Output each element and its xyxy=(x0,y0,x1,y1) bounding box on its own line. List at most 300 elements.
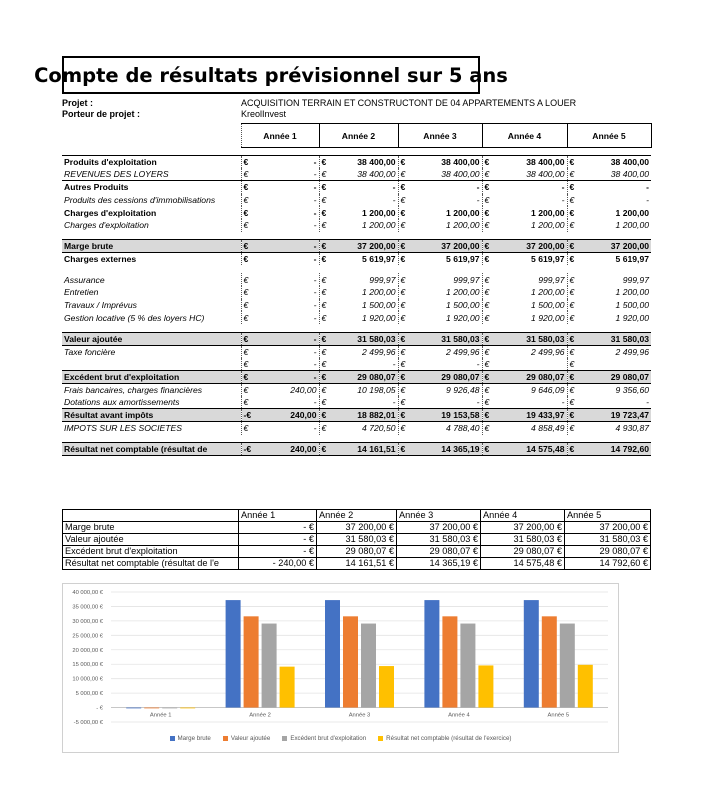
amount-cell: - xyxy=(313,346,317,357)
y-tick-label: 15 000,00 € xyxy=(72,662,103,669)
amount-cell: 18 882,01 xyxy=(335,409,398,422)
amount-cell: - xyxy=(313,397,317,408)
currency-symbol: € xyxy=(398,219,414,232)
y-tick-label: - € xyxy=(96,705,103,712)
currency-symbol: € xyxy=(482,286,498,299)
amount-cell: - xyxy=(476,397,480,408)
amount-cell: 31 580,03 xyxy=(414,332,482,345)
amount-cell: - xyxy=(257,370,319,383)
summary-year-header: Année 2 xyxy=(317,510,397,522)
currency-symbol: € xyxy=(482,156,498,169)
year-header: Année 1 xyxy=(241,124,319,148)
amount-cell: 1 500,00 xyxy=(615,300,649,311)
amount-cell: - xyxy=(335,181,398,194)
row-label: Résultat net comptable (résultat de xyxy=(62,443,241,456)
legend-item xyxy=(282,735,366,742)
amount-cell: 31 580,03 xyxy=(335,332,398,345)
amount-cell: - xyxy=(257,156,319,169)
row-label: Frais bancaires, charges financières xyxy=(64,385,203,396)
currency-symbol: € xyxy=(567,156,583,169)
row-label: Produits d'exploitation xyxy=(62,156,241,169)
amount-cell: - xyxy=(476,358,480,369)
currency-symbol: € xyxy=(319,358,335,371)
amount-cell: - xyxy=(257,332,319,345)
currency-symbol: € xyxy=(482,240,498,253)
spacer-cell xyxy=(62,324,651,332)
amount-cell: 19 433,97 xyxy=(498,409,567,422)
currency-symbol: € xyxy=(241,286,257,299)
currency-symbol: € xyxy=(398,332,414,345)
y-tick-label: 20 000,00 € xyxy=(72,647,103,654)
summary-label: Valeur ajoutée xyxy=(63,534,239,546)
currency-symbol: € xyxy=(398,240,414,253)
currency-symbol: € xyxy=(398,181,414,194)
amount-cell: 14 365,19 xyxy=(414,443,482,456)
amount-cell: 999,97 xyxy=(622,274,649,285)
spacer-row xyxy=(62,324,651,332)
amount-cell xyxy=(583,358,651,371)
spacer-row xyxy=(62,148,651,156)
amount-cell: 1 200,00 xyxy=(446,287,480,298)
currency-symbol: € xyxy=(567,332,583,345)
currency-symbol: € xyxy=(567,299,583,312)
amount-cell: 29 080,07 xyxy=(335,370,398,383)
amount-cell: - xyxy=(646,194,649,205)
amount-cell: - xyxy=(313,423,317,434)
bar xyxy=(180,708,195,709)
currency-symbol: € xyxy=(241,273,257,286)
amount-cell: 38 400,00 xyxy=(441,169,480,180)
amount-cell: 1 200,00 xyxy=(531,207,565,218)
currency-symbol: € xyxy=(241,156,257,169)
table-row xyxy=(62,370,651,383)
currency-symbol: € xyxy=(398,168,414,181)
row-label: Résultat avant impôts xyxy=(62,409,241,422)
currency-symbol: € xyxy=(241,370,257,383)
currency-symbol: € xyxy=(241,253,257,266)
amount-cell: 9 646,09 xyxy=(531,385,565,396)
amount-cell: 1 200,00 xyxy=(615,220,649,231)
year-header: Année 4 xyxy=(482,124,567,148)
y-tick-label: 10 000,00 € xyxy=(72,676,103,683)
amount-cell: 5 619,97 xyxy=(615,254,649,265)
currency-symbol: € xyxy=(567,273,583,286)
summary-row xyxy=(63,534,651,546)
amount-cell: 4 930,87 xyxy=(615,423,649,434)
spacer-cell xyxy=(62,232,651,240)
amount-cell: 37 200,00 xyxy=(414,240,482,253)
currency-symbol: € xyxy=(482,311,498,324)
summary-value: 29 080,07 € xyxy=(481,546,565,558)
amount-cell: 1 920,00 xyxy=(615,312,649,323)
row-label: Dotations aux amortissements xyxy=(64,397,180,408)
summary-value: 31 580,03 € xyxy=(397,534,481,546)
currency-symbol: € xyxy=(241,194,257,207)
row-label: Taxe foncière xyxy=(64,346,116,357)
summary-value: 31 580,03 € xyxy=(565,534,651,546)
currency-symbol: € xyxy=(567,383,583,396)
bar xyxy=(524,600,539,707)
spacer-cell xyxy=(62,265,651,273)
currency-symbol: € xyxy=(398,358,414,371)
table-row xyxy=(62,383,651,396)
amount-cell: - xyxy=(476,194,480,205)
currency-symbol: € xyxy=(319,422,335,435)
currency-symbol: € xyxy=(567,422,583,435)
summary-table xyxy=(62,509,651,570)
currency-symbol: € xyxy=(241,219,257,232)
legend-item xyxy=(378,735,511,742)
summary-value: 14 365,19 € xyxy=(397,558,481,570)
y-tick-label: 30 000,00 € xyxy=(72,618,103,625)
row-label: Produits des cessions d'immobilisations xyxy=(64,194,216,205)
amount-cell: - xyxy=(313,287,317,298)
chart-canvas xyxy=(63,584,620,754)
spacer-row xyxy=(62,232,651,240)
amount-cell: 38 400,00 xyxy=(335,156,398,169)
amount-cell: 240,00 xyxy=(290,385,317,396)
y-tick-label: -5 000,00 € xyxy=(73,720,103,726)
row-label: Charges d'exploitation xyxy=(64,220,149,231)
amount-cell: - xyxy=(257,181,319,194)
legend-label: Marge brute xyxy=(177,735,211,742)
row-label: Travaux / Imprévus xyxy=(64,300,137,311)
projet-value: ACQUISITION TERRAIN ET CONSTRUCTONT DE 04 APPARTEMENTS A LOUER xyxy=(241,98,577,108)
amount-cell: 1 200,00 xyxy=(615,207,649,218)
summary-row xyxy=(63,546,651,558)
amount-cell: - xyxy=(257,240,319,253)
amount-cell: 1 200,00 xyxy=(362,207,396,218)
currency-symbol: € xyxy=(319,443,335,456)
amount-cell: - xyxy=(583,181,651,194)
amount-cell: 9 926,48 xyxy=(446,385,480,396)
amount-cell: 5 619,97 xyxy=(446,254,480,265)
currency-symbol: € xyxy=(398,311,414,324)
year-header: Année 2 xyxy=(319,124,398,148)
currency-symbol: € xyxy=(241,383,257,396)
row-label: Charges externes xyxy=(64,254,137,265)
amount-cell: 4 858,49 xyxy=(531,423,565,434)
currency-symbol: € xyxy=(482,273,498,286)
row-label: Marge brute xyxy=(62,240,241,253)
currency-symbol: € xyxy=(482,396,498,409)
amount-cell: 2 499,96 xyxy=(446,346,480,357)
amount-cell: 5 619,97 xyxy=(362,254,396,265)
currency-symbol: € xyxy=(482,358,498,371)
legend-swatch xyxy=(223,736,228,741)
bar xyxy=(379,666,394,707)
amount-cell: 14 161,51 xyxy=(335,443,398,456)
summary-label: Excédent brut d'exploitation xyxy=(63,546,239,558)
amount-cell: - xyxy=(414,181,482,194)
bar xyxy=(542,616,557,707)
bar xyxy=(244,616,259,707)
table-row xyxy=(62,240,651,253)
table-row xyxy=(62,168,651,181)
table-row xyxy=(62,358,651,371)
table-row xyxy=(62,273,651,286)
amount-cell xyxy=(498,358,567,371)
currency-symbol: € xyxy=(567,311,583,324)
amount-cell: - xyxy=(392,194,396,205)
amount-cell: 1 920,00 xyxy=(531,312,565,323)
spacer-row xyxy=(62,265,651,273)
currency-symbol: € xyxy=(482,253,498,266)
spacer-cell xyxy=(62,435,651,443)
row-label: Autres Produits xyxy=(62,181,241,194)
currency-symbol: € xyxy=(482,345,498,358)
row-label: Assurance xyxy=(64,274,105,285)
amount-cell: 240,00 xyxy=(257,443,319,456)
x-tick-label: Année 2 xyxy=(249,712,271,719)
summary-year-header: Année 5 xyxy=(565,510,651,522)
amount-cell: - xyxy=(313,169,317,180)
currency-symbol: € xyxy=(319,332,335,345)
page-title: Compte de résultats prévisionnel sur 5 ans xyxy=(62,56,480,94)
table-row xyxy=(62,286,651,299)
currency-symbol: € xyxy=(319,206,335,219)
summary-value: - € xyxy=(239,534,317,546)
summary-header-row xyxy=(63,510,651,522)
amount-cell: - xyxy=(646,397,649,408)
currency-symbol: € xyxy=(241,422,257,435)
currency-symbol: € xyxy=(567,194,583,207)
currency-symbol: € xyxy=(567,409,583,422)
amount-cell: 37 200,00 xyxy=(583,240,651,253)
amount-cell: 4 788,40 xyxy=(446,423,480,434)
amount-cell: 38 400,00 xyxy=(583,156,651,169)
amount-cell: 5 619,97 xyxy=(531,254,565,265)
currency-symbol: € xyxy=(482,194,498,207)
currency-symbol: € xyxy=(319,194,335,207)
currency-symbol: € xyxy=(241,181,257,194)
legend-label: Résultat net comptable (résultat de l'exercice) xyxy=(386,735,512,742)
legend-item xyxy=(223,735,270,742)
currency-symbol: € xyxy=(398,299,414,312)
legend-label: Valeur ajoutée xyxy=(230,735,271,742)
currency-symbol: € xyxy=(482,409,498,422)
currency-symbol: € xyxy=(241,396,257,409)
amount-cell: - xyxy=(392,358,396,369)
currency-symbol: € xyxy=(398,396,414,409)
currency-symbol: € xyxy=(398,383,414,396)
amount-cell: 14 792,60 xyxy=(583,443,651,456)
amount-cell: 37 200,00 xyxy=(335,240,398,253)
amount-cell: 2 499,96 xyxy=(362,346,396,357)
currency-symbol: € xyxy=(482,422,498,435)
currency-symbol: € xyxy=(567,345,583,358)
currency-symbol: € xyxy=(319,240,335,253)
currency-symbol: € xyxy=(319,253,335,266)
currency-symbol: € xyxy=(567,253,583,266)
amount-cell: 10 198,05 xyxy=(357,385,396,396)
x-tick-label: Année 5 xyxy=(547,712,570,719)
amount-cell: 29 080,07 xyxy=(583,370,651,383)
summary-header-blank xyxy=(63,510,239,522)
currency-symbol: € xyxy=(241,358,257,371)
summary-value: 31 580,03 € xyxy=(317,534,397,546)
amount-cell: 1 200,00 xyxy=(531,220,565,231)
amount-cell: 9 356,60 xyxy=(615,385,649,396)
currency-symbol: € xyxy=(241,332,257,345)
amount-cell: - xyxy=(392,397,396,408)
amount-cell: 38 400,00 xyxy=(526,169,565,180)
currency-symbol: € xyxy=(398,443,414,456)
amount-cell: 999,97 xyxy=(538,274,565,285)
bar xyxy=(424,600,439,707)
currency-symbol: € xyxy=(482,370,498,383)
amount-cell: 2 499,96 xyxy=(531,346,565,357)
currency-symbol: € xyxy=(567,240,583,253)
amount-cell: - xyxy=(313,207,317,218)
amount-cell: 999,97 xyxy=(453,274,480,285)
y-tick-label: 25 000,00 € xyxy=(72,633,103,640)
currency-symbol: € xyxy=(398,409,414,422)
table-row xyxy=(62,253,651,266)
legend-swatch xyxy=(282,736,287,741)
row-label: IMPOTS SUR LES SOCIETES xyxy=(64,423,182,434)
currency-symbol: € xyxy=(398,156,414,169)
amount-cell: 38 400,00 xyxy=(610,169,649,180)
summary-value: 14 575,48 € xyxy=(481,558,565,570)
amount-cell: 1 920,00 xyxy=(446,312,480,323)
amount-cell: 38 400,00 xyxy=(357,169,396,180)
summary-value: 14 161,51 € xyxy=(317,558,397,570)
currency-symbol: € xyxy=(482,299,498,312)
amount-cell: 38 400,00 xyxy=(498,156,567,169)
amount-cell: - xyxy=(561,194,565,205)
table-row xyxy=(62,181,651,194)
legend-swatch xyxy=(170,736,175,741)
amount-cell: 1 200,00 xyxy=(531,287,565,298)
currency-symbol: € xyxy=(567,370,583,383)
summary-value: - 240,00 € xyxy=(239,558,317,570)
row-label: Excédent brut d'exploitation xyxy=(62,370,241,383)
summary-value: 37 200,00 € xyxy=(397,522,481,534)
porteur-label: Porteur de projet : xyxy=(62,109,141,119)
currency-symbol: € xyxy=(567,286,583,299)
bar xyxy=(478,665,493,707)
currency-symbol: € xyxy=(319,383,335,396)
amount-cell: 38 400,00 xyxy=(414,156,482,169)
row-label xyxy=(62,358,241,371)
amount-cell: - xyxy=(498,181,567,194)
bar xyxy=(343,616,358,707)
currency-symbol: € xyxy=(567,181,583,194)
summary-row xyxy=(63,522,651,534)
amount-cell: 1 200,00 xyxy=(615,287,649,298)
bar xyxy=(361,624,376,708)
currency-symbol: € xyxy=(319,286,335,299)
y-tick-label: 40 000,00 € xyxy=(72,590,103,596)
results-bar-chart xyxy=(62,583,619,753)
currency-symbol: € xyxy=(567,219,583,232)
y-tick-label: 35 000,00 € xyxy=(72,604,103,611)
summary-value: - € xyxy=(239,522,317,534)
currency-symbol: € xyxy=(398,370,414,383)
summary-value: 37 200,00 € xyxy=(317,522,397,534)
currency-symbol: € xyxy=(482,206,498,219)
amount-cell: - xyxy=(313,254,317,265)
currency-symbol: € xyxy=(482,219,498,232)
currency-symbol: € xyxy=(241,311,257,324)
amount-cell: 4 720,50 xyxy=(362,423,396,434)
summary-row xyxy=(63,558,651,570)
currency-symbol: € xyxy=(482,168,498,181)
currency-symbol: € xyxy=(319,311,335,324)
chart-legend xyxy=(63,735,618,742)
amount-cell: 2 499,96 xyxy=(615,346,649,357)
amount-cell: - xyxy=(313,220,317,231)
currency-symbol: € xyxy=(319,396,335,409)
legend-item xyxy=(170,735,211,742)
amount-cell: - xyxy=(313,358,317,369)
currency-symbol: € xyxy=(319,168,335,181)
currency-symbol: € xyxy=(567,168,583,181)
x-tick-label: Année 1 xyxy=(149,712,172,719)
amount-cell: 1 500,00 xyxy=(362,300,396,311)
bar xyxy=(442,616,457,707)
spacer-cell xyxy=(62,148,651,156)
currency-symbol: € xyxy=(241,299,257,312)
currency-symbol: € xyxy=(319,409,335,422)
bar xyxy=(262,624,277,708)
header-spacer xyxy=(62,124,241,148)
currency-symbol: € xyxy=(319,156,335,169)
row-label: Charges d'exploitation xyxy=(64,207,157,218)
amount-cell: 29 080,07 xyxy=(414,370,482,383)
currency-symbol: € xyxy=(398,286,414,299)
currency-symbol: € xyxy=(319,299,335,312)
currency-symbol: € xyxy=(398,273,414,286)
summary-value: 29 080,07 € xyxy=(565,546,651,558)
table-row xyxy=(62,422,651,435)
summary-label: Résultat net comptable (résultat de l'e xyxy=(63,558,239,570)
amount-cell: - xyxy=(313,194,317,205)
currency-symbol: € xyxy=(567,396,583,409)
summary-value: 29 080,07 € xyxy=(317,546,397,558)
amount-cell: 37 200,00 xyxy=(498,240,567,253)
currency-symbol: € xyxy=(241,240,257,253)
year-header: Année 3 xyxy=(398,124,482,148)
summary-label: Marge brute xyxy=(63,522,239,534)
summary-value: 14 792,60 € xyxy=(565,558,651,570)
amount-cell: 19 723,47 xyxy=(583,409,651,422)
table-header-row xyxy=(62,124,651,148)
currency-symbol: € xyxy=(319,370,335,383)
summary-year-header: Année 3 xyxy=(397,510,481,522)
amount-cell: 1 500,00 xyxy=(531,300,565,311)
row-label: Gestion locative (5 % des loyers HC) xyxy=(64,312,205,323)
bar xyxy=(325,600,340,707)
bar xyxy=(126,708,141,709)
bar xyxy=(144,708,159,709)
currency-symbol: € xyxy=(398,194,414,207)
amount-cell: 1 200,00 xyxy=(362,220,396,231)
amount-cell: 19 153,58 xyxy=(414,409,482,422)
currency-symbol: € xyxy=(482,383,498,396)
currency-symbol: € xyxy=(319,273,335,286)
currency-symbol: -€ xyxy=(241,409,257,422)
amount-cell: - xyxy=(313,312,317,323)
amount-cell: 1 200,00 xyxy=(362,287,396,298)
summary-value: 37 200,00 € xyxy=(481,522,565,534)
table-row xyxy=(62,156,651,169)
currency-symbol: € xyxy=(482,332,498,345)
amount-cell: 999,97 xyxy=(369,274,396,285)
porteur-value: KreolInvest xyxy=(241,109,287,119)
y-tick-label: 5 000,00 € xyxy=(75,691,103,698)
